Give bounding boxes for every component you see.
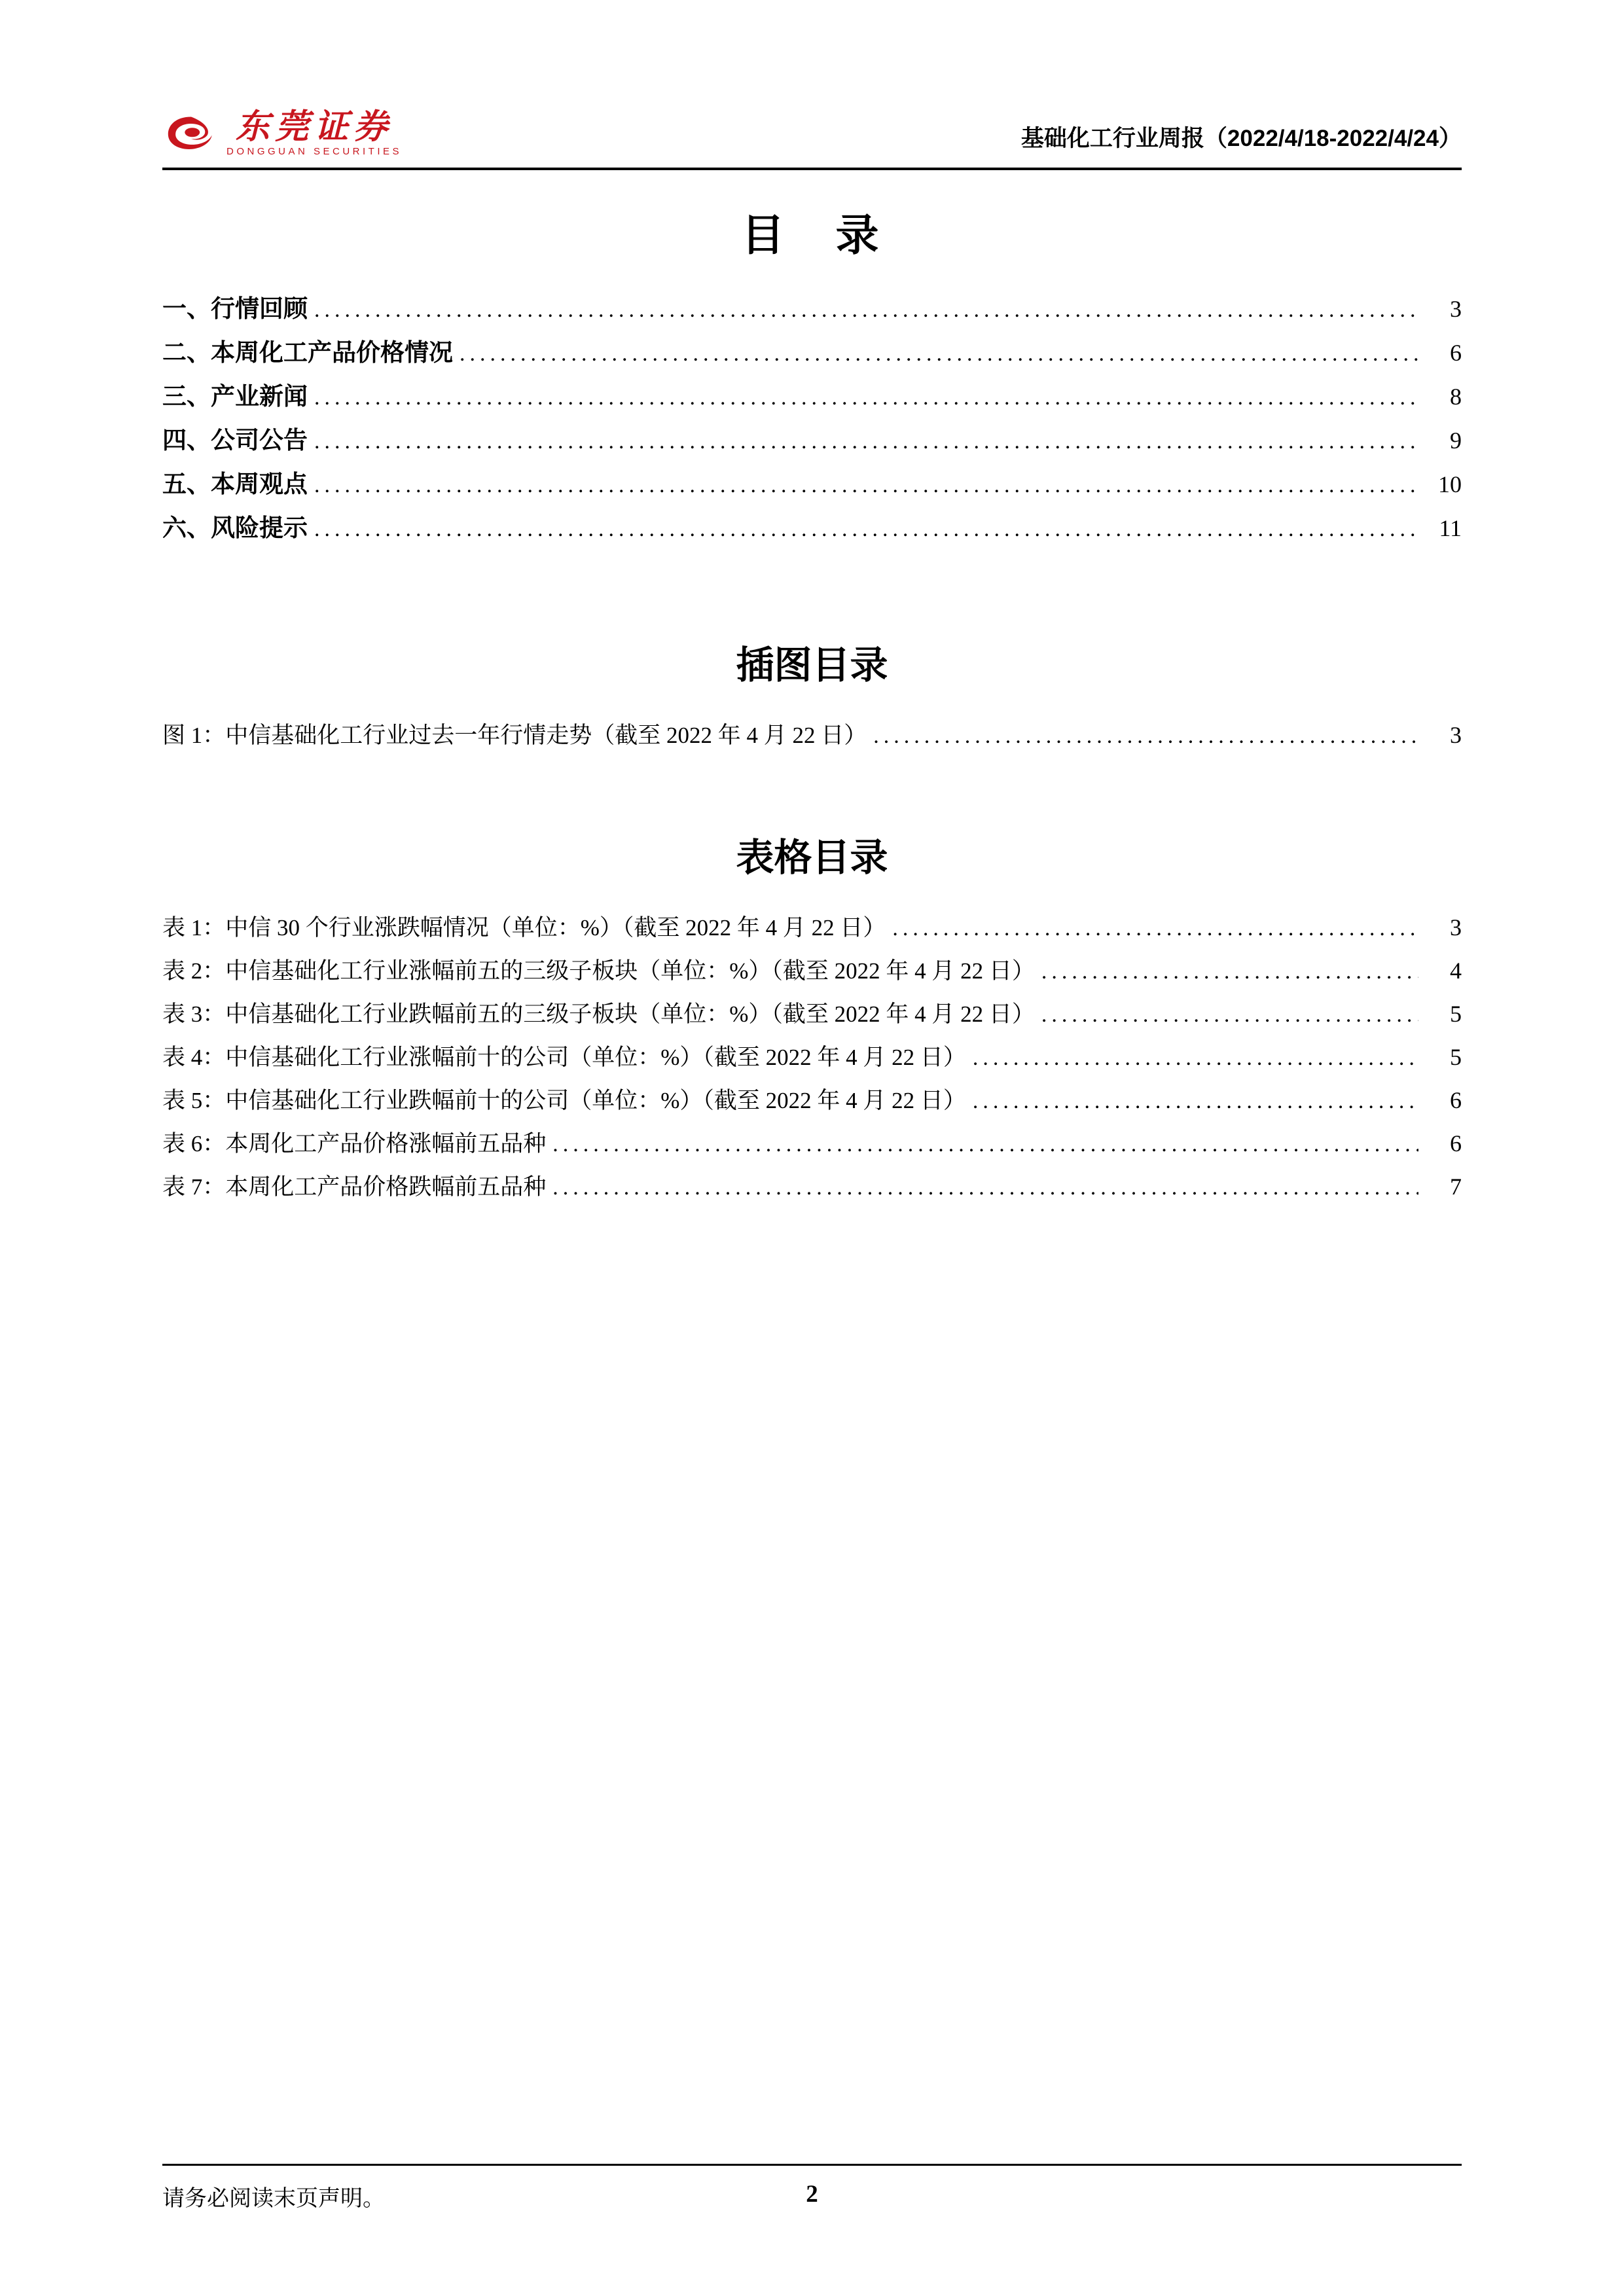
table-entry-page: 6 bbox=[1450, 1130, 1462, 1157]
toc-entry bbox=[162, 375, 1462, 419]
table-entry-label: 表 7：本周化工产品价格跌幅前五品种 bbox=[162, 1174, 547, 1200]
table-entry bbox=[162, 1036, 1462, 1079]
dot-leader bbox=[1041, 950, 1418, 993]
toc-entry-label: 六、风险提示 bbox=[162, 514, 308, 541]
dot-leader bbox=[1041, 993, 1418, 1036]
toc-entry-label: 三、产业新闻 bbox=[162, 382, 308, 410]
toc-entry bbox=[162, 507, 1462, 550]
toc-entry-label: 四、公司公告 bbox=[162, 426, 308, 454]
toc-entry-page: 3 bbox=[1450, 295, 1462, 322]
toc-entry-page: 11 bbox=[1439, 514, 1462, 541]
table-entry bbox=[162, 1166, 1462, 1209]
toc-entry-page: 6 bbox=[1450, 339, 1462, 366]
table-entry-page: 4 bbox=[1450, 957, 1462, 984]
footer-disclaimer: 请务必阅读末页声明。 bbox=[162, 2186, 385, 2211]
table-entry-label: 表 4：中信基础化工行业涨幅前十的公司（单位：%）（截至 2022 年 4 月 22 日） bbox=[162, 1044, 966, 1070]
figures-directory-title: 插图目录 bbox=[736, 643, 888, 687]
table-entry bbox=[162, 906, 1462, 950]
toc-entry bbox=[162, 463, 1462, 507]
toc-entry-page: 9 bbox=[1450, 427, 1462, 454]
toc-entry-label: 一、行情回顾 bbox=[162, 295, 308, 322]
dot-leader bbox=[314, 420, 1418, 463]
tables-directory-title: 表格目录 bbox=[736, 836, 888, 879]
table-entry-label: 表 6：本周化工产品价格涨幅前五品种 bbox=[162, 1130, 547, 1157]
dot-leader bbox=[873, 714, 1418, 757]
table-entry bbox=[162, 1122, 1462, 1166]
table-entry bbox=[162, 950, 1462, 993]
dot-leader bbox=[314, 463, 1418, 507]
toc-entry bbox=[162, 287, 1462, 331]
dot-leader bbox=[552, 1122, 1418, 1166]
dot-leader bbox=[973, 1036, 1418, 1079]
table-entry-page: 5 bbox=[1450, 1043, 1462, 1070]
page-header bbox=[162, 0, 1462, 170]
table-entry bbox=[162, 993, 1462, 1036]
table-entry-page: 5 bbox=[1450, 1000, 1462, 1027]
table-entry bbox=[162, 1079, 1462, 1122]
toc-entry-page: 8 bbox=[1450, 383, 1462, 410]
table-entry-label: 表 2：中信基础化工行业涨幅前五的三级子板块（单位：%）（截至 2022 年 4 月 22 日） bbox=[162, 958, 1035, 984]
figure-entry-page: 3 bbox=[1450, 721, 1462, 748]
company-logo bbox=[162, 110, 402, 157]
page-footer bbox=[162, 2164, 1462, 2212]
dot-leader bbox=[552, 1166, 1418, 1209]
toc-list bbox=[162, 287, 1462, 550]
figures-list bbox=[162, 714, 1462, 757]
dot-leader bbox=[314, 288, 1418, 331]
brand-name-cn: 东莞证券 bbox=[236, 109, 393, 146]
table-entry-page: 6 bbox=[1450, 1086, 1462, 1113]
figure-entry-label: 图 1：中信基础化工行业过去一年行情走势（截至 2022 年 4 月 22 日） bbox=[162, 722, 867, 748]
report-title: 基础化工行业周报（2022/4/18-2022/4/24） bbox=[1020, 125, 1462, 151]
logo-text bbox=[226, 110, 402, 157]
dot-leader bbox=[892, 906, 1418, 950]
table-entry-label: 表 5：中信基础化工行业跌幅前十的公司（单位：%）（截至 2022 年 4 月 22 日） bbox=[162, 1087, 966, 1113]
table-entry-page: 3 bbox=[1450, 914, 1462, 941]
toc-entry-page: 10 bbox=[1438, 471, 1462, 497]
table-entry-page: 7 bbox=[1450, 1173, 1462, 1200]
page-number: 2 bbox=[806, 2181, 818, 2208]
toc-entry bbox=[162, 419, 1462, 463]
toc-entry-label: 二、本周化工产品价格情况 bbox=[162, 338, 453, 366]
toc-entry-label: 五、本周观点 bbox=[162, 470, 308, 497]
table-entry-label: 表 1：中信 30 个行业涨跌幅情况（单位：%）（截至 2022 年 4 月 22 日） bbox=[162, 914, 886, 941]
dot-leader bbox=[973, 1079, 1418, 1122]
dot-leader bbox=[314, 507, 1418, 550]
tables-list bbox=[162, 906, 1462, 1209]
dot-leader bbox=[314, 376, 1418, 419]
brand-name-en: DONGGUAN SECURITIES bbox=[226, 145, 403, 157]
logo-swirl-icon bbox=[162, 113, 220, 154]
figure-entry bbox=[162, 714, 1462, 757]
toc-entry bbox=[162, 331, 1462, 375]
toc-title: 目 录 bbox=[741, 210, 883, 259]
dot-leader bbox=[460, 332, 1418, 375]
table-entry-label: 表 3：中信基础化工行业跌幅前五的三级子板块（单位：%）（截至 2022 年 4 月 22 日） bbox=[162, 1001, 1035, 1027]
